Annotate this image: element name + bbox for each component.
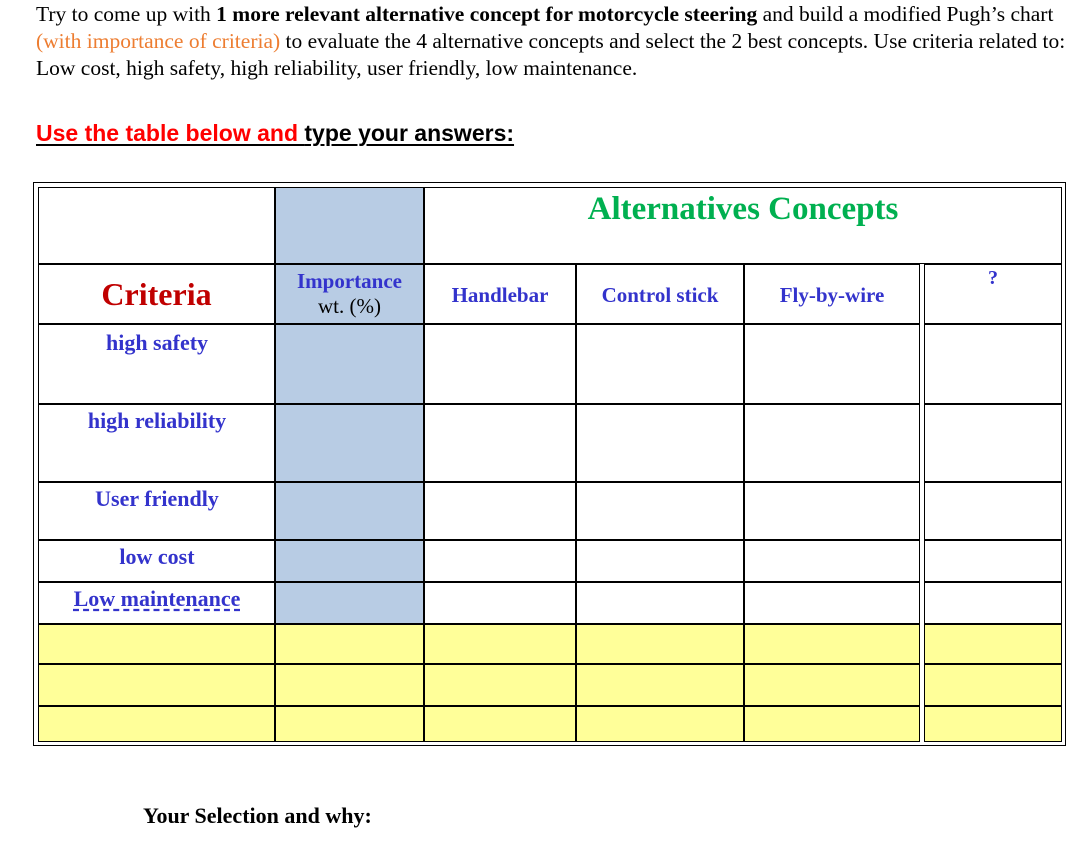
score-cell[interactable]: [424, 404, 576, 482]
answer-cell[interactable]: [275, 664, 424, 706]
intro-bold-text: 1 more relevant alternative concept for motorcycle steering: [216, 2, 758, 26]
selection-prompt: Your Selection and why:: [143, 803, 372, 828]
score-cell[interactable]: [744, 324, 920, 404]
answer-cell[interactable]: [576, 706, 744, 742]
alternatives-header-cell: [424, 187, 1062, 264]
criterion-low-maintenance: Low maintenance: [73, 586, 241, 611]
instruction-red: Use the table below and: [36, 120, 305, 146]
score-cell[interactable]: [924, 404, 1062, 482]
answer-cell[interactable]: [424, 624, 576, 664]
score-cell[interactable]: [744, 540, 920, 582]
score-cell[interactable]: [576, 482, 744, 540]
answer-cell[interactable]: [744, 664, 920, 706]
criterion-cell: [38, 404, 275, 482]
concept-header-cell: [424, 264, 576, 324]
concept-control-stick: Control stick: [601, 283, 719, 307]
criterion-cell: [38, 482, 275, 540]
pugh-chart-table: [33, 182, 1066, 746]
score-cell[interactable]: [424, 482, 576, 540]
score-cell[interactable]: [924, 324, 1062, 404]
score-cell[interactable]: [744, 582, 920, 624]
answer-cell[interactable]: [924, 706, 1062, 742]
importance-top-cell: [275, 187, 424, 264]
criterion-cell: [38, 540, 275, 582]
importance-weight-cell[interactable]: [275, 404, 424, 482]
score-cell[interactable]: [744, 482, 920, 540]
answer-cell[interactable]: [424, 664, 576, 706]
importance-weight-cell[interactable]: [275, 582, 424, 624]
importance-header: Importance: [297, 269, 402, 293]
importance-unit: wt. (%): [318, 294, 381, 318]
score-cell[interactable]: [424, 582, 576, 624]
score-cell[interactable]: [424, 540, 576, 582]
concept-header-cell: [744, 264, 920, 324]
score-cell[interactable]: [924, 582, 1062, 624]
importance-header-cell: [275, 264, 424, 324]
criterion-high-reliability: high reliability: [87, 408, 227, 433]
answer-cell[interactable]: [924, 664, 1062, 706]
instructions-paragraph: [36, 1, 1066, 82]
score-cell[interactable]: [576, 404, 744, 482]
criteria-header: Criteria: [101, 276, 212, 312]
intro-text-1: Try to come up with: [36, 2, 217, 26]
criterion-cell: [38, 582, 275, 624]
importance-weight-cell[interactable]: [275, 540, 424, 582]
criterion-user-friendly: User friendly: [95, 486, 219, 511]
answer-cell[interactable]: [744, 624, 920, 664]
score-cell[interactable]: [576, 582, 744, 624]
alternatives-concepts-title: Alternatives Concepts: [587, 191, 899, 227]
criterion-high-safety: high safety: [105, 330, 209, 355]
criterion-low-cost: low cost: [119, 544, 195, 569]
table-instruction: [36, 120, 514, 147]
criteria-header-cell: [38, 264, 275, 324]
intro-text-3: to evaluate the 4 alternative concepts and select the 2 best concepts. Use criteria related to: Low cost, high safety, high reliability, user friendly, low maintenance.: [36, 29, 1066, 80]
answer-cell[interactable]: [424, 706, 576, 742]
importance-weight-cell[interactable]: [275, 482, 424, 540]
score-cell[interactable]: [744, 404, 920, 482]
concept-handlebar: Handlebar: [451, 283, 549, 307]
score-cell[interactable]: [424, 324, 576, 404]
intro-orange-text: (with importance of criteria): [36, 29, 281, 53]
score-cell[interactable]: [576, 324, 744, 404]
instruction-black: type your answers:: [304, 120, 515, 146]
score-cell[interactable]: [924, 540, 1062, 582]
concept-fly-by-wire: Fly-by-wire: [779, 283, 885, 307]
concept-new-placeholder: ?: [988, 267, 998, 289]
empty-corner-cell: [38, 187, 275, 264]
answer-cell[interactable]: [924, 624, 1062, 664]
answer-cell[interactable]: [275, 706, 424, 742]
score-cell[interactable]: [576, 540, 744, 582]
answer-row-label-cell[interactable]: [38, 624, 275, 664]
concept-header-cell: [924, 264, 1062, 324]
concept-header-cell: [576, 264, 744, 324]
answer-cell[interactable]: [576, 664, 744, 706]
answer-cell[interactable]: [576, 624, 744, 664]
answer-row-label-cell[interactable]: [38, 664, 275, 706]
answer-cell[interactable]: [275, 624, 424, 664]
answer-cell[interactable]: [744, 706, 920, 742]
score-cell[interactable]: [924, 482, 1062, 540]
answer-row-label-cell[interactable]: [38, 706, 275, 742]
intro-text-2: and build a modified Pugh’s chart: [757, 2, 1054, 26]
criterion-cell: [38, 324, 275, 404]
importance-weight-cell[interactable]: [275, 324, 424, 404]
